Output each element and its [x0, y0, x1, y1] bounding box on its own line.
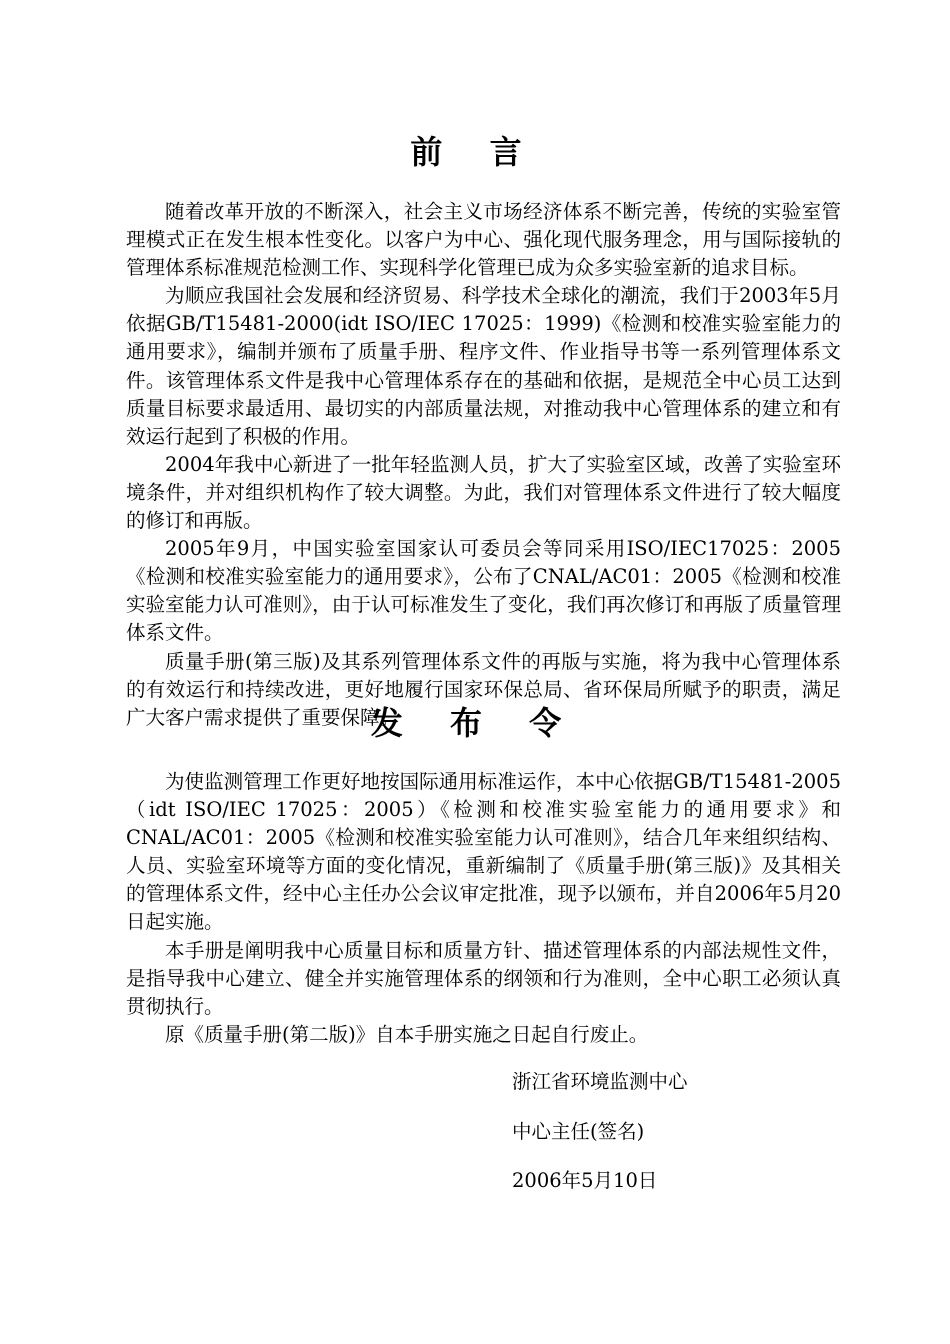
preface-paragraph-2: 为顺应我国社会发展和经济贸易、科学技术全球化的潮流，我们于2003年5月依据GB/T15481-2000(idt ISO/IEC 17025：1999)《检测和校准实验室能力的通用要求》，编制并颁布了质量手册、程序文件、作业指导书等一系列管理体系文件。该管理体系文件是我中心管理体系存在的基础和依据，是规范全中心员工达到质量目标要求最适用、最切实的内部质量法规，对推动我中心管理体系的建立和有效运行起到了积极的作用。	[126, 284, 841, 448]
signature-organization: 浙江省环境监测中心	[512, 1070, 688, 1093]
signature-date: 2006年5月10日	[512, 1169, 658, 1192]
decree-paragraph-3: 原《质量手册(第二版)》自本手册实施之日起自行废止。	[165, 1022, 649, 1046]
decree-paragraph-1: 为使监测管理工作更好地按国际通用标准运作，本中心依据GB/T15481-2005（idt ISO/IEC 17025：2005）《检测和校准实验室能力的通用要求》和CNAL/AC01：2005《检测和校准实验室能力认可准则》，结合几年来组织结构、人员、实验室环境等方面的变化情况，重新编制了《质量手册(第三版)》及其相关的管理体系文件，经中心主任办公会议审定批准，现予以颁布，并自2006年5月20日起实施。	[126, 770, 841, 934]
preface-paragraph-1: 随着改革开放的不断深入，社会主义市场经济体系不断完善，传统的实验室管理模式正在发生根本性变化。以客户为中心、强化现代服务理念，用与国际接轨的管理体系标准规范检测工作、实现科学化管理已成为众多实验室新的追求目标。	[126, 200, 841, 280]
preface-paragraph-5: 质量手册(第三版)及其系列管理体系文件的再版与实施，将为我中心管理体系的有效运行和持续改进，更好地履行国家环保总局、省环保局所赋予的职责，满足广大客户需求提供了重要保障。	[126, 649, 841, 729]
decree-body	[126, 768, 841, 1049]
signature-director: 中心主任(签名)	[512, 1120, 645, 1143]
decree-title: 发 布 令	[370, 704, 580, 742]
preface-title: 前 言	[410, 133, 540, 171]
preface-body	[126, 198, 841, 732]
preface-paragraph-3: 2004年我中心新进了一批年轻监测人员，扩大了实验室区域，改善了实验室环境条件，并对组织机构作了较大调整。为此，我们对管理体系文件进行了较大幅度的修订和再版。	[126, 452, 841, 533]
decree-paragraph-2: 本手册是阐明我中心质量目标和质量方针、描述管理体系的内部法规性文件，是指导我中心建立、健全并实施管理体系的纲领和行为准则，全中心职工必须认真贯彻执行。	[126, 938, 841, 1018]
preface-paragraph-4: 2005年9月，中国实验室国家认可委员会等同采用ISO/IEC17025：2005《检测和校准实验室能力的通用要求》，公布了CNAL/AC01：2005《检测和校准实验室能力认可准则》，由于认可标准发生了变化，我们再次修订和再版了质量管理体系文件。	[126, 537, 841, 645]
